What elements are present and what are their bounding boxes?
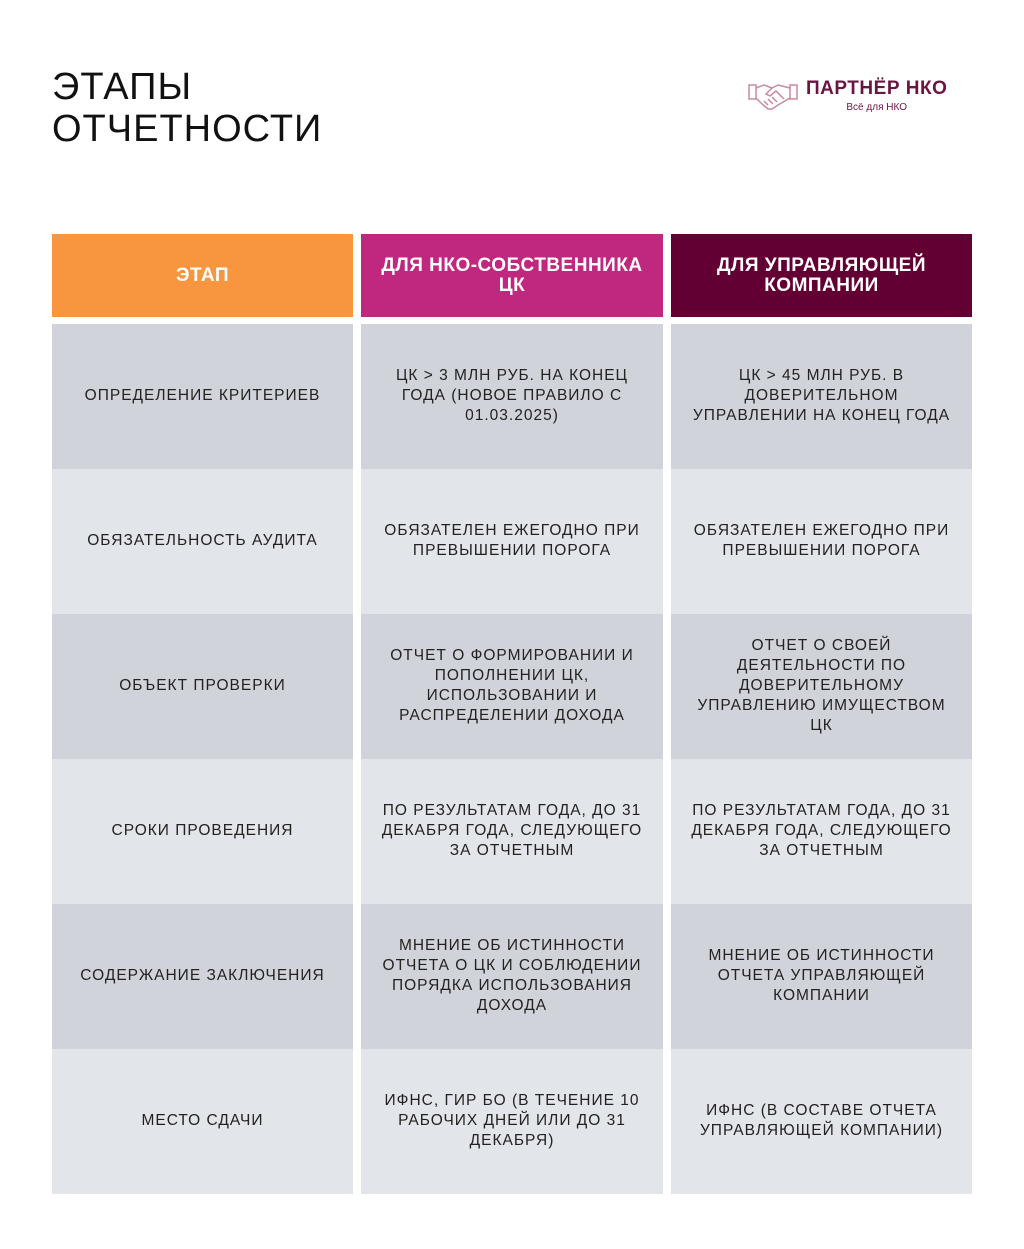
stage-cell: ОБЯЗАТЕЛЬНОСТЬ АУДИТА	[52, 469, 353, 614]
stage-cell: СОДЕРЖАНИЕ ЗАКЛЮЧЕНИЯ	[52, 904, 353, 1049]
company-cell: ОТЧЕТ О СВОЕЙ ДЕЯТЕЛЬНОСТИ ПО ДОВЕРИТЕЛЬНОМУ УПРАВЛЕНИЮ ИМУЩЕСТВОМ ЦК	[671, 614, 972, 759]
stage-cell: ОБЪЕКТ ПРОВЕРКИ	[52, 614, 353, 759]
company-cell: ИФНС (В СОСТАВЕ ОТЧЕТА УПРАВЛЯЮЩЕЙ КОМПАНИИ)	[671, 1049, 972, 1194]
owner-cell: ЦК > 3 МЛН РУБ. НА КОНЕЦ ГОДА (НОВОЕ ПРАВИЛО С 01.03.2025)	[361, 324, 663, 469]
company-cell: ПО РЕЗУЛЬТАТАМ ГОДА, ДО 31 ДЕКАБРЯ ГОДА, СЛЕДУЮЩЕГО ЗА ОТЧЕТНЫМ	[671, 759, 972, 904]
stage-cell: СРОКИ ПРОВЕДЕНИЯ	[52, 759, 353, 904]
brand-name: ПАРТНЁР НКО	[806, 78, 948, 99]
company-cell: МНЕНИЕ ОБ ИСТИННОСТИ ОТЧЕТА УПРАВЛЯЮЩЕЙ КОМПАНИИ	[671, 904, 972, 1049]
owner-cell: ОТЧЕТ О ФОРМИРОВАНИИ И ПОПОЛНЕНИИ ЦК, ИСПОЛЬЗОВАНИИ И РАСПРЕДЕЛЕНИИ ДОХОДА	[361, 614, 663, 759]
owner-cell: ПО РЕЗУЛЬТАТАМ ГОДА, ДО 31 ДЕКАБРЯ ГОДА, СЛЕДУЮЩЕГО ЗА ОТЧЕТНЫМ	[361, 759, 663, 904]
owner-cell: ИФНС, ГИР БО (В ТЕЧЕНИЕ 10 РАБОЧИХ ДНЕЙ ИЛИ ДО 31 ДЕКАБРЯ)	[361, 1049, 663, 1194]
header-stage: ЭТАП	[52, 234, 353, 317]
header-owner: ДЛЯ НКО-СОБСТВЕННИКА ЦК	[361, 234, 663, 317]
brand-tagline: Всё для НКО	[846, 102, 907, 113]
reporting-table	[52, 234, 972, 1194]
page-title	[52, 66, 322, 150]
header-company: ДЛЯ УПРАВЛЯЮЩЕЙ КОМПАНИИ	[671, 234, 972, 317]
company-cell: ЦК > 45 МЛН РУБ. В ДОВЕРИТЕЛЬНОМ УПРАВЛЕНИИ НА КОНЕЦ ГОДА	[671, 324, 972, 469]
title-line: ОТЧЕТНОСТИ	[52, 108, 323, 150]
stage-cell: ОПРЕДЕЛЕНИЕ КРИТЕРИЕВ	[52, 324, 353, 469]
stage-cell: МЕСТО СДАЧИ	[52, 1049, 353, 1194]
owner-cell: ОБЯЗАТЕЛЕН ЕЖЕГОДНО ПРИ ПРЕВЫШЕНИИ ПОРОГА	[361, 469, 663, 614]
owner-cell: МНЕНИЕ ОБ ИСТИННОСТИ ОТЧЕТА О ЦК И СОБЛЮДЕНИИ ПОРЯДКА ИСПОЛЬЗОВАНИЯ ДОХОДА	[361, 904, 663, 1049]
logo	[748, 78, 947, 113]
company-cell: ОБЯЗАТЕЛЕН ЕЖЕГОДНО ПРИ ПРЕВЫШЕНИИ ПОРОГА	[671, 469, 972, 614]
title-line: ЭТАПЫ	[52, 66, 193, 108]
handshake-icon	[748, 79, 798, 113]
